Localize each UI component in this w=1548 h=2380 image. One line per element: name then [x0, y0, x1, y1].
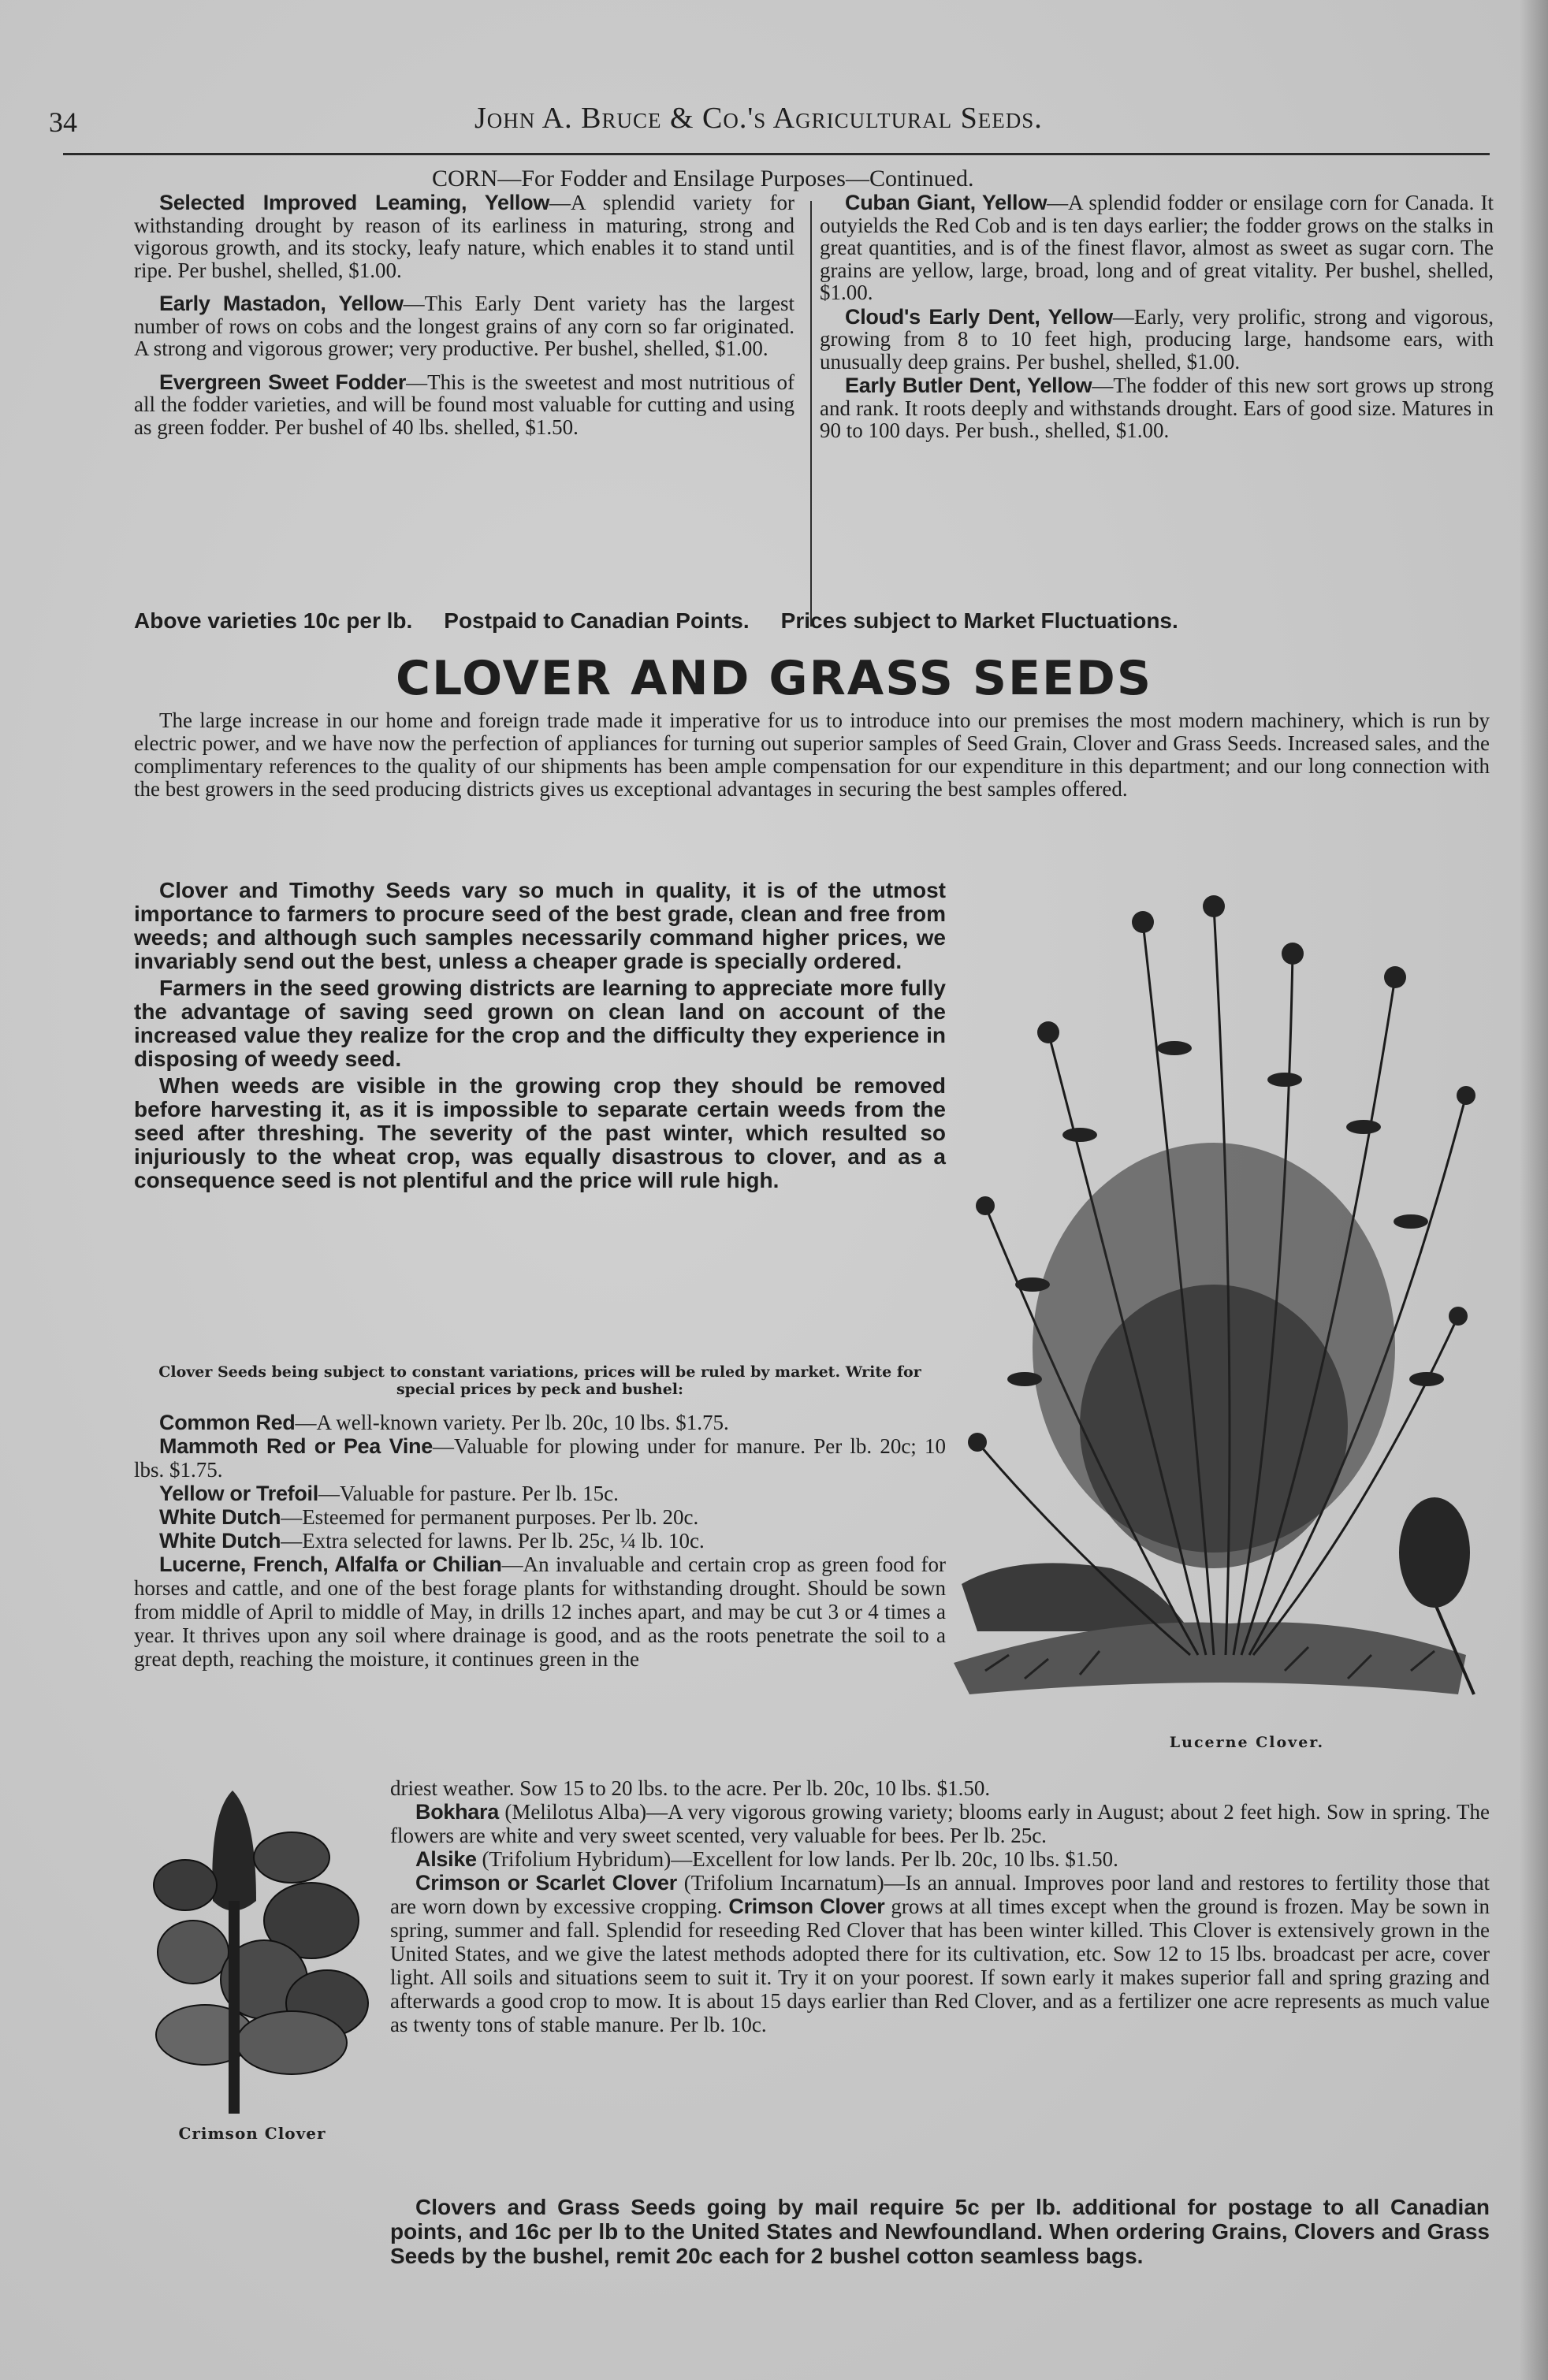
corn-section-subtitle: CORN—For Fodder and Ensilage Purposes—Continued.: [432, 165, 974, 192]
entry-text: —Extra selected for lawns. Per lb. 25c, ¼ lb. 10c.: [281, 1529, 705, 1553]
clover-entry: [390, 1847, 1490, 1871]
entry-name: Selected Improved Leaming, Yellow: [159, 191, 550, 214]
entry-text: —A well-known variety. Per lb. 20c, 10 lbs. $1.75.: [295, 1411, 729, 1434]
entry-text: —A splendid fodder or ensilage corn for Canada. It outyields the Red Cob and is ten days earlier; the fodder grows on the stalks in great quantities, and is of the finest flavor, almost as sweet as sugar corn. The grains are yellow, large, broad, long and of great vitality. Per bushel, shelled, $1.00.: [820, 191, 1494, 304]
clover-entry: [390, 1800, 1490, 1847]
entry-name: Bokhara: [415, 1800, 499, 1824]
clover-entry: [134, 1529, 946, 1553]
entry-name: Crimson Clover: [728, 1895, 885, 1918]
advice-paragraph: When weeds are visible in the growing crop they should be removed before harvesting it, as it is impossible to separate certain weeds from the seed after threshing. The severity of the past winter, which resulted so injuriously to the wheat crop, was equally disastrous to clover, and as a consequence seed is not plentiful and the price will rule high.: [134, 1073, 946, 1192]
entry-name: Yellow or Trefoil: [159, 1482, 318, 1505]
entry-text: —An invaluable and certain crop as green food for horses and cattle, and one of the best forage plants for withstanding drought. Should be sown from middle of April to middle of May, in drills 12 inches apart, and may be cut 3 or 4 times a year. It thrives upon any soil where drainage is good, and as the roots penetrate the soil to a great depth, reaching the moisture, it continues green in the: [134, 1553, 946, 1671]
entry-name: Early Mastadon, Yellow: [159, 292, 404, 315]
clover-entry: [134, 1411, 946, 1434]
entry-name: Common Red: [159, 1411, 296, 1434]
entry-text: —The fodder of this new sort grows up strong and rank. It roots deeply and withstands drought. Ears of good size. Matures in 90 to 100 days. Per bush., shelled, $1.00.: [820, 374, 1494, 442]
entry-name: Mammoth Red or Pea Vine: [159, 1434, 433, 1458]
running-title: John A. Bruce & Co.'s Agricultural Seeds.: [474, 102, 1043, 135]
column-divider: [810, 201, 812, 627]
lucerne-caption: Lucerne Clover.: [1169, 1734, 1325, 1751]
section-title: CLOVER AND GRASS SEEDS: [395, 651, 1153, 706]
entry-text: (Trifolium Incarnatum)—Is an annual. Improves poor land and restores to fertility those that are worn down by excessive cropping.: [390, 1871, 1490, 1918]
entry-text: —Valuable for pasture. Per lb. 15c.: [318, 1482, 619, 1505]
corn-left-column: [134, 192, 794, 449]
clover-entry: [134, 1553, 946, 1671]
mail-postage-note: Clovers and Grass Seeds going by mail require 5c per lb. additional for postage to all Canadian points, and 16c per lb to the United States and Newfoundland. When ordering Grains, Clovers and Grass Seeds by the bushel, remit 20c each for 2 bushel cotton seamless bags.: [390, 2195, 1490, 2268]
entry-name: Evergreen Sweet Fodder: [159, 370, 407, 394]
entry-text: —A splendid variety for withstanding drought by reason of its earliness in maturing, strong and vigorous growth, and its stocky, leafy nature, which enables it to stand until ripe. Per bushel, shelled, $1.00.: [134, 191, 794, 282]
entry-text: (Trifolium Hybridum)—Excellent for low lands. Per lb. 20c, 10 lbs. $1.50.: [476, 1847, 1118, 1871]
clover-stem: [229, 1901, 240, 2114]
crimson-clover-illustration: [138, 1783, 374, 2129]
price-variation-note: Clover Seeds being subject to constant variations, prices will be ruled by market. Write for special prices by peck and bushel:: [158, 1363, 921, 1398]
notice-item: Prices subject to Market Fluctuations.: [780, 608, 1178, 633]
notice-item: Above varieties 10c per lb.: [134, 608, 413, 633]
notice-item: Postpaid to Canadian Points.: [444, 608, 750, 633]
clover-entry: [134, 1505, 946, 1529]
bold-advice-column: [134, 879, 946, 1196]
clover-leaves: [154, 1832, 368, 2074]
lower-clover-entries: [390, 1776, 1490, 2036]
entry-name: Cloud's Early Dent, Yellow: [845, 304, 1113, 329]
corn-entry: [820, 374, 1494, 442]
entry-text: —This Early Dent variety has the largest number of rows on cobs and the longest grains of any corn so far originated. A strong and vigorous grower; very productive. Per bushel, shelled, $1.00.: [134, 292, 795, 360]
entry-name: Early Butler Dent, Yellow: [845, 374, 1092, 397]
lucerne-clover-illustration: [954, 875, 1498, 1734]
entry-text: —Early, very prolific, strong and vigorous, growing from 8 to 10 feet high, producing large, handsome ears, with unusually deep grains. Per bushel, shelled, $1.00.: [820, 304, 1494, 374]
entry-text: —Valuable for plowing under for manure. Per lb. 20c; 10 lbs. $1.75.: [134, 1434, 947, 1482]
entry-text: —Esteemed for permanent purposes. Per lb. 20c.: [281, 1505, 699, 1529]
entry-name: Alsike: [415, 1847, 477, 1871]
entry-text: (Melilotus Alba)—A very vigorous growing variety; blooms early in August; about 2 feet high. Sow in spring. The flowers are white and very sweet scented, very valuable for bees. Per lb. 25c.: [390, 1800, 1490, 1847]
entry-name: Lucerne, French, Alfalfa or Chilian: [159, 1553, 502, 1576]
advice-paragraph: Clover and Timothy Seeds vary so much in quality, it is of the utmost importance to farmers to procure seed of the best grade, clean and free from weeds; and although such samples necessarily command higher prices, we invariably send out the best, unless a cheaper grade is specially ordered.: [134, 878, 946, 973]
entry-name: Cuban Giant, Yellow: [845, 191, 1048, 214]
corn-price-notice: [134, 608, 1490, 634]
advice-paragraph: Farmers in the seed growing districts are learning to appreciate more fully the advantage of saving seed grown on clean land on account of the increased value they realize for the crop and the difficulty they experience in disposing of weedy seed.: [134, 976, 946, 1071]
flower-head: [212, 1791, 256, 1911]
entry-text: —This is the sweetest and most nutritious of all the fodder varieties, and will be found most valuable for cutting and using as green fodder. Per bushel of 40 lbs. shelled, $1.50.: [134, 370, 794, 439]
corn-entry: [134, 292, 794, 360]
entry-text: grows at all times except when the ground is frozen. May be sown in spring, summer and fall. Splendid for reseeding Red Clover that has been winter killed. This Clover is extensively grown in the United States, and we give the latest methods adopted there for its cultivation, etc. Sow 12 to 15 lbs. broadcast per acre, cover light. All soils and situations seem to suit it. Try it on your poorest. If sown early it makes superior fall and spring grazing and afterwards a good crop to mow. It is about 15 days earlier than Red Clover, and as a fertilizer one acre represents as much value as twenty tons of stable manure. Per lb. 10c.: [390, 1895, 1490, 2036]
clover-entry: [390, 1776, 1490, 1800]
entry-name: White Dutch: [159, 1505, 281, 1529]
corn-right-column: [820, 192, 1494, 453]
corn-entry: [820, 192, 1494, 304]
clover-entry: [390, 1871, 1490, 2036]
clover-entry: [134, 1434, 946, 1482]
crimson-caption: Crimson Clover: [178, 2124, 326, 2143]
clover-entries: [134, 1411, 946, 1671]
corn-entry: [820, 306, 1494, 374]
ground-mound: [954, 1563, 1466, 1694]
entry-name: Crimson or Scarlet Clover: [415, 1871, 677, 1895]
clover-entry: [134, 1482, 946, 1505]
page-edge-shadow: [1520, 0, 1548, 2380]
corn-entry: [134, 371, 794, 439]
header-rule: [63, 153, 1490, 155]
page-header: [49, 101, 1491, 148]
entry-text: driest weather. Sow 15 to 20 lbs. to the acre. Per lb. 20c, 10 lbs. $1.50.: [390, 1776, 991, 1800]
entry-name: White Dutch: [159, 1529, 281, 1553]
intro-paragraph: The large increase in our home and foreign trade made it imperative for us to introduce into our premises the most modern machinery, which is run by electric power, and we have now the perfection of appliances for turning out superior samples of Seed Grain, Clover and Grass Seeds. Increased sales, and the complimentary references to the quality of our shipments has been ample compensation for our expenditure in this department; and our long connection with the best growers in the seed producing districts gives us exceptional advantages in securing the best samples offered.: [134, 708, 1490, 801]
plant-foliage: [968, 895, 1475, 1568]
page-number: 34: [49, 106, 77, 138]
corn-entry: [134, 192, 794, 281]
